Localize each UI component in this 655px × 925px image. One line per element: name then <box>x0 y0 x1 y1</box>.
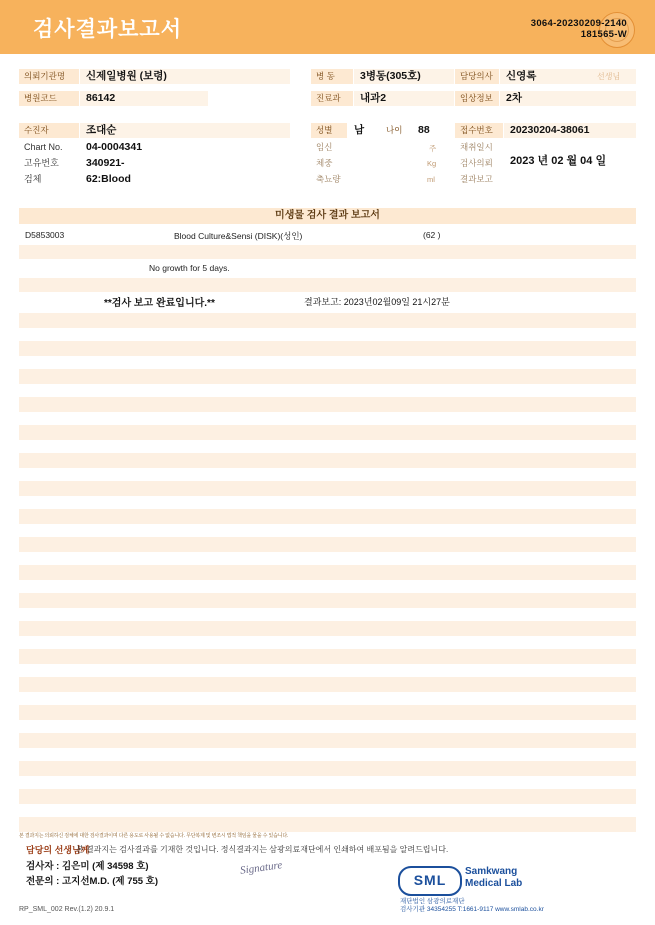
table-row-empty <box>19 565 636 580</box>
page-title: 검사결과보고서 <box>33 18 183 41</box>
value-age: 88 <box>418 124 430 136</box>
label-doctor: 담당의사 <box>455 69 499 84</box>
unit-pregnancy: 주 <box>429 144 437 153</box>
table-row-empty <box>19 397 636 412</box>
label-order: 검사의뢰 <box>460 158 493 168</box>
examiner-label: 검사자 : <box>26 861 60 872</box>
barcode-number: 3064-20230209-2140 <box>530 18 627 29</box>
section-banner: 미생물 검사 결과 보고서 <box>19 208 636 224</box>
label-pregnancy: 임신 <box>316 142 333 152</box>
value-patient: 조대순 <box>80 123 290 138</box>
table-row-empty <box>19 481 636 496</box>
barcode-subnumber: 181565-W <box>580 29 627 40</box>
table-row-empty <box>19 593 636 608</box>
label-specimen: 검체 <box>24 174 42 184</box>
label-accession: 접수번호 <box>455 123 503 138</box>
label-uid: 고유번호 <box>24 158 59 168</box>
table-row-result-3 <box>19 294 636 308</box>
label-report: 결과보고 <box>460 174 493 184</box>
value-ward: 3병동(305호) <box>354 69 454 84</box>
label-ward: 병 동 <box>311 69 353 84</box>
table-row-result-2 <box>19 262 636 276</box>
label-collect-time: 채취일시 <box>460 142 493 152</box>
value-dept: 내과2 <box>354 91 454 106</box>
label-urine-volume: 축뇨량 <box>316 174 341 184</box>
label-clinical: 임상정보 <box>455 91 499 106</box>
label-patient: 수진자 <box>19 123 79 138</box>
label-req-org: 의뢰기관명 <box>19 69 79 84</box>
value-accession: 20230204-38061 <box>504 123 636 138</box>
table-row-empty <box>19 369 636 384</box>
value-clinical: 2차 <box>500 91 636 106</box>
label-chart-no: Chart No. <box>24 142 63 152</box>
footer-warning-bold: 담당의 선생님께 <box>26 845 90 855</box>
table-row-spacer-2 <box>19 278 636 292</box>
value-doctor: 신영록 <box>500 69 636 84</box>
value-order-date: 2023 년 02 월 04 일 <box>510 155 607 167</box>
unit-weight: Kg <box>427 159 437 168</box>
signature-mark: Signature <box>239 859 284 877</box>
table-row-empty <box>19 425 636 440</box>
value-hospital-code: 86142 <box>80 91 208 106</box>
doctor-suffix: 선생님 <box>597 72 621 81</box>
table-row-empty <box>19 621 636 636</box>
table-row-empty <box>19 705 636 720</box>
result-qty: (62 ) <box>423 230 441 240</box>
table-row-empty <box>19 649 636 664</box>
table-row-empty <box>19 761 636 776</box>
table-row-empty <box>19 733 636 748</box>
value-uid: 340921- <box>86 157 125 169</box>
lab-name-line2: Medical Lab <box>465 878 523 889</box>
lab-korean-name: 재단법인 삼광의료재단 <box>400 898 465 905</box>
label-weight: 체중 <box>316 158 333 168</box>
lab-address: 검사기관 34354255 T:1661-9117 www.smlab.co.kr <box>400 906 544 913</box>
table-row-empty <box>19 789 636 804</box>
table-row-spacer-1 <box>19 245 636 259</box>
table-row-result-1 <box>19 229 636 243</box>
label-dept: 진료과 <box>311 91 353 106</box>
specialist-label: 전문의 : <box>26 876 60 887</box>
lab-name <box>465 866 522 890</box>
table-row-empty <box>19 341 636 356</box>
table-row-empty <box>19 453 636 468</box>
table-row-empty <box>19 817 636 832</box>
lab-logo-icon: SML <box>398 866 462 896</box>
value-chart-no: 04-0004341 <box>86 141 143 153</box>
examiner-line <box>26 858 149 872</box>
footer-warning-text: 본 결과지는 검사결과를 기재한 것입니다. 정식결과지는 삼광의료재단에서 인쇄하여 배포됨을 알려드립니다. <box>76 845 449 854</box>
result-test-name: Blood Culture&Sensi (DISK)(성인) <box>174 231 303 241</box>
label-sex: 성별 <box>311 123 347 138</box>
specialist-line <box>26 873 158 887</box>
value-sex: 남 <box>354 124 365 136</box>
unit-urine-volume: ml <box>427 175 435 184</box>
result-report-datetime: 결과보고: 2023년02월09일 21시27분 <box>304 297 450 307</box>
table-row-empty <box>19 537 636 552</box>
result-complete-text: **검사 보고 완료입니다.** <box>104 298 215 309</box>
footer-disclaimer: 본 결과지는 의뢰하신 검체에 대한 검사결과이며 다른 용도로 사용될 수 없습니다. 무단복제 및 변조시 법적 책임을 물을 수 있습니다. <box>19 833 289 839</box>
examiner-value: 김은미 (제 34598 호) <box>61 861 149 872</box>
label-hospital-code: 병원코드 <box>19 91 79 106</box>
table-row-empty <box>19 677 636 692</box>
lab-name-line1: Samkwang <box>465 866 518 877</box>
document-id: RP_SML_002 Rev.(1.2) 20.9.1 <box>19 906 115 913</box>
label-age: 나이 <box>386 125 403 135</box>
value-specimen: 62:Blood <box>86 173 131 185</box>
table-row-empty <box>19 313 636 328</box>
table-row-empty <box>19 509 636 524</box>
report-header <box>0 0 655 54</box>
result-comment: No growth for 5 days. <box>149 263 230 273</box>
specialist-value: 고지선M.D. (제 755 호) <box>61 876 159 887</box>
value-req-org: 신제일병원 (보령) <box>80 69 290 84</box>
result-code: D5853003 <box>25 230 65 240</box>
